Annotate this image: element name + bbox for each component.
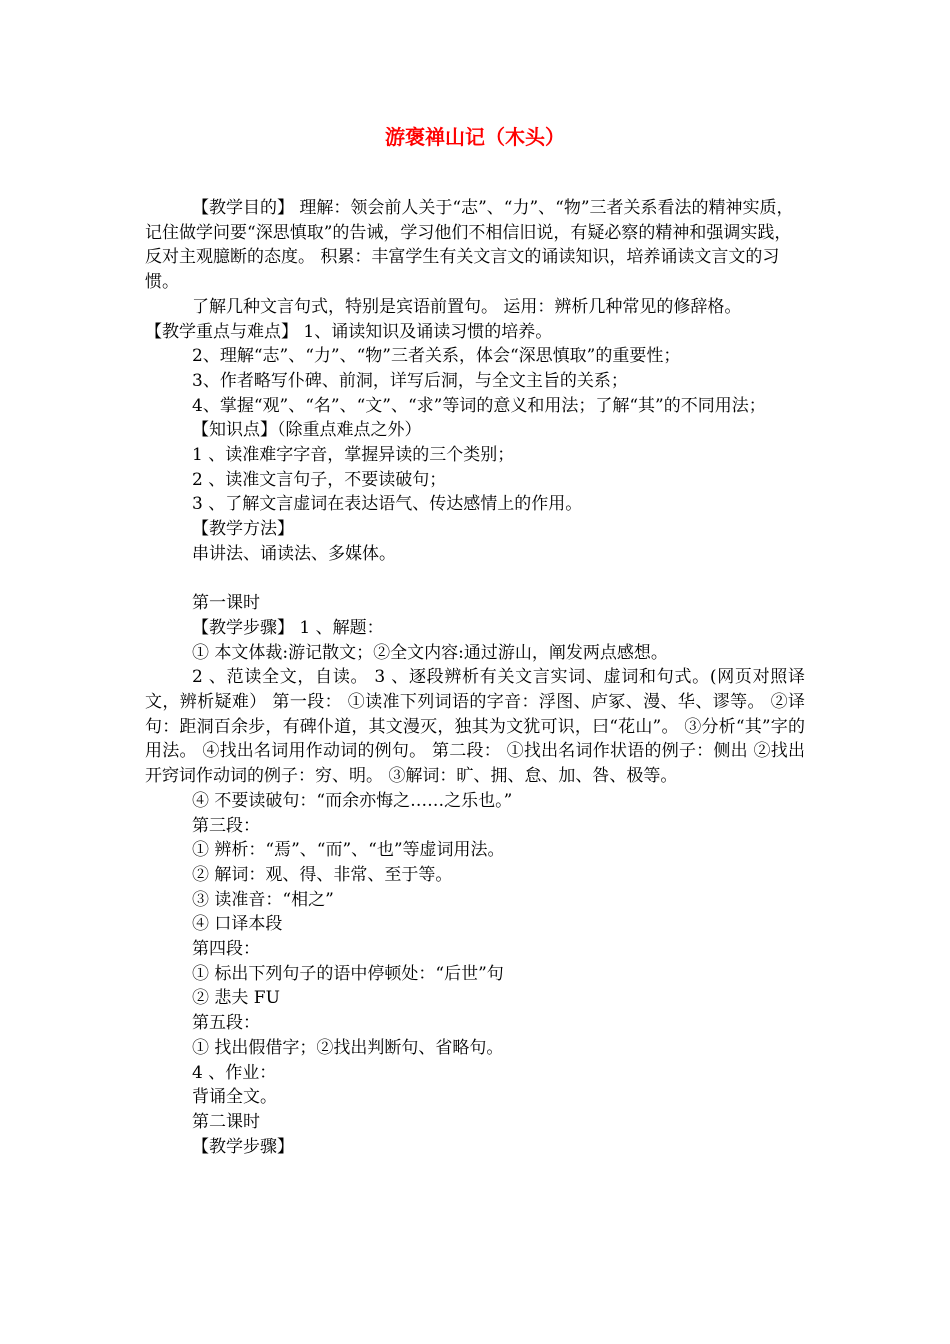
paragraph: 【教学步骤】 1 、解题： (192, 617, 384, 638)
paragraph: ③ 读准音：“相之” (192, 889, 334, 910)
paragraph: 3、作者略写仆碑、前洞，详写后洞，与全文主旨的关系； (192, 370, 628, 391)
paragraph: ④ 不要读破句：“而余亦悔之……之乐也。” (192, 790, 513, 811)
paragraph: 3 、了解文言虚词在表达语气、传达感情上的作用。 (192, 494, 583, 515)
paragraph: 【教学重点与难点】 1、诵读知识及诵读习惯的培养。 (145, 321, 553, 342)
paragraph: ① 本文体裁:游记散文；②全文内容:通过游山，阐发两点感想。 (192, 642, 668, 663)
paragraph: 串讲法、诵读法、多媒体。 (192, 543, 396, 564)
paragraph: 第四段： (192, 939, 260, 960)
paragraph: 4、掌握“观”、“名”、“文”、“求”等词的意义和用法；了解“其”的不同用法； (192, 395, 766, 416)
paragraph: 2 、读准文言句子，不要读破句； (192, 469, 447, 490)
paragraph: 【教学步骤】 (192, 1136, 294, 1157)
paragraph: 2 、范读全文，自读。 3 、逐段辨析有关文言实词、虚词和句式。(网页对照译文，辨析疑难） 第一段： ①读准下列词语的字音：浮图、庐冢、漫、华、谬等。 ②译句：距洞百余步，有碑仆道，其文漫灭，独其为文犹可识，曰“花山”。 ③分析“其”字的用法。 ④找出名词用作动词的例句。 第二段： ①找出名词作状语的例子：侧出 ②找出开窍词作动词的例子：穷、明。 ③解词：旷、拥、怠、加、咎、极等。 (145, 667, 805, 787)
blank-line (145, 567, 805, 592)
paragraph: 第二课时 (192, 1112, 260, 1132)
document-title: 游褒禅山记（木头） (385, 125, 565, 149)
paragraph: ② 解词：观、得、非常、至于等。 (192, 864, 453, 885)
paragraph: 【知识点】（除重点难点之外） (192, 420, 422, 441)
paragraph: 4 、作业： (192, 1062, 277, 1083)
document-body (145, 196, 805, 1159)
paragraph: 背诵全文。 (192, 1087, 277, 1108)
paragraph: 1 、读准难字字音，掌握异读的三个类别； (192, 445, 515, 466)
paragraph: 了解几种文言句式，特别是宾语前置句。 运用：辨析几种常见的修辞格。 (192, 296, 742, 317)
paragraph: 第五段： (192, 1013, 260, 1034)
paragraph: ② 悲夫 FU (192, 988, 280, 1009)
paragraph: ④ 口译本段 (192, 914, 283, 935)
paragraph: ① 辨析：“焉”、“而”、“也”等虚词用法。 (192, 840, 505, 861)
paragraph: ① 标出下列句子的语中停顿处：“后世”句 (192, 963, 504, 984)
paragraph: 第一课时 (192, 593, 260, 614)
paragraph: 第三段： (192, 815, 260, 836)
paragraph: 【教学目的】 理解：领会前人关于“志”、“力”、“物”三者关系看法的精神实质，记住做学问要“深思慎取”的告诫，学习他们不相信旧说，有疑必察的精神和强调实践，反对主观臆断的态度。 积累：丰富学生有关文言文的诵读知识，培养诵读文言文的习惯。 (145, 198, 794, 293)
paragraph: 2、理解“志”、“力”、“物”三者关系，体会“深思慎取”的重要性； (192, 346, 681, 367)
paragraph: 【教学方法】 (192, 519, 294, 540)
paragraph: ① 找出假借字；②找出判断句、省略句。 (192, 1037, 504, 1058)
